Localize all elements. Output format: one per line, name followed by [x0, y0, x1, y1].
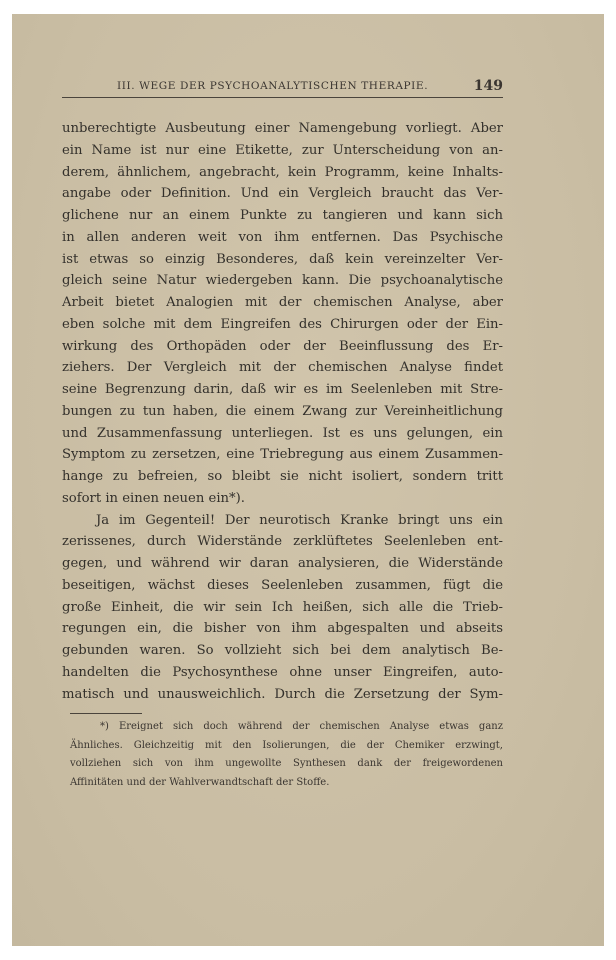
text-line: eben solche mit dem Eingreifen des Chirurgen oder der Ein- [62, 316, 503, 332]
text-line: und Zusammenfassung unterliegen. Ist es uns gelungen, ein [62, 425, 503, 441]
text-line: gegen, und während wir daran analysieren, die Widerstände [62, 556, 503, 571]
footnote-line: Affinitäten und der Wahlverwandtschaft der Stoffe. [70, 777, 330, 789]
text-line: matisch und unausweichlich. Durch die Zersetzung der Sym- [62, 686, 503, 702]
header-rule [62, 97, 503, 98]
footnote-line: vollziehen sich von ihm ungewollte Synthesen dank der freigewordenen [70, 758, 503, 770]
footnote-line: Ähnliches. Gleichzeitig mit den Isolierungen, die der Chemiker erzwingt, [70, 739, 503, 751]
footnote-line: *) Ereignet sich doch während der chemischen Analyse etwas ganz [100, 721, 503, 732]
text-line: glichene nur an einem Punkte zu tangieren und kann sich [62, 208, 503, 223]
footnote-rule [70, 713, 142, 714]
text-line: in allen anderen weit von ihm entfernen. Das Psychische [62, 229, 503, 245]
text-line: regungen ein, die bisher von ihm abgespalten und abseits [62, 621, 503, 637]
text-line: ist etwas so einzig Besonderes, daß kein vereinzelter Ver- [62, 251, 503, 267]
text-line: sofort in einen neuen ein*). [62, 490, 245, 506]
text-line: handelten die Psychosynthese ohne unser Eingreifen, auto- [62, 664, 503, 680]
text-line: große Einheit, die wir sein Ich heißen, sich alle die Trieb- [62, 599, 503, 615]
text-line: angabe oder Definition. Und ein Vergleich braucht das Ver- [62, 186, 503, 202]
running-title: III. WEGE DER PSYCHOANALYTISCHEN THERAPIE. [117, 80, 429, 92]
footnote [70, 718, 503, 793]
running-header [62, 78, 503, 96]
text-line: seine Begrenzung darin, daß wir es im Seelenleben mit Stre- [62, 382, 503, 397]
text-line: ein Name ist nur eine Etikette, zur Unterscheidung von an- [62, 142, 503, 158]
text-line: ziehers. Der Vergleich mit der chemischen Analyse findet [62, 360, 503, 376]
body-text [62, 118, 503, 705]
text-line: beseitigen, wächst dieses Seelenleben zusammen, fügt die [62, 577, 503, 593]
text-line: Arbeit bietet Analogien mit der chemischen Analyse, aber [62, 295, 503, 310]
text-line: derem, ähnlichem, angebracht, kein Programm, keine Inhalts- [62, 164, 503, 180]
text-line: wirkung des Orthopäden oder der Beeinflussung des Er- [62, 338, 503, 354]
text-line: hange zu befreien, so bleibt sie nicht isoliert, sondern tritt [62, 469, 503, 484]
text-line: gleich seine Natur wiedergeben kann. Die psychoanalytische [62, 273, 503, 289]
page-number: 149 [473, 78, 503, 94]
text-line: bungen zu tun haben, die einem Zwang zur Vereinheitlichung [62, 403, 503, 419]
text-line: Ja im Gegenteil! Der neurotisch Kranke bringt uns ein [96, 512, 503, 528]
text-line: unberechtigte Ausbeutung einer Namengebung vorliegt. Aber [62, 121, 503, 136]
text-line: gebunden waren. So vollzieht sich bei dem analytisch Be- [62, 643, 503, 658]
text-line: Symptom zu zersetzen, eine Triebregung aus einem Zusammen- [62, 447, 503, 463]
text-line: zerissenes, durch Widerstände zerklüftetes Seelenleben ent- [62, 534, 503, 550]
